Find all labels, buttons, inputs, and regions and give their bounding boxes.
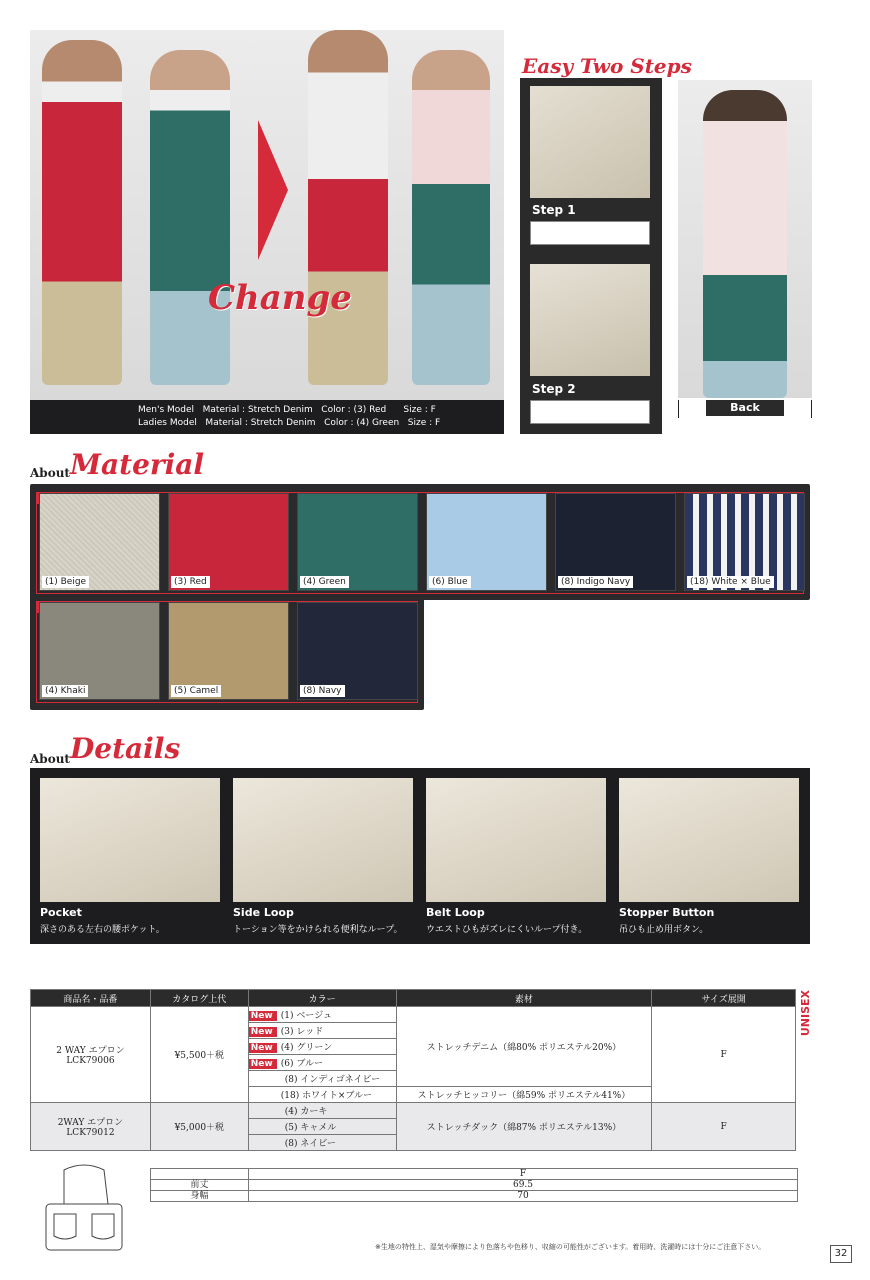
- swatch-label: (8) Indigo Navy: [558, 576, 633, 588]
- swatch-lck79006-3: [297, 493, 418, 591]
- detail-desc: 深さのある左右の腰ポケット。: [40, 925, 165, 935]
- spec-row2-price: ¥5,000＋税: [150, 1103, 248, 1151]
- detail-desc: 吊ひも止め用ボタン。: [619, 925, 709, 935]
- step1-image: [530, 86, 650, 198]
- color-name: ベージュ: [296, 1011, 333, 1021]
- arrow-right-icon: [258, 120, 288, 260]
- product-code-2: LCK79012: [66, 1128, 115, 1138]
- spec-row1-material-b: ストレッチヒッコリー（綿59% ポリエステル41%）: [396, 1087, 652, 1103]
- color-row: [248, 1039, 396, 1055]
- spec-header-color: カラー: [248, 990, 396, 1007]
- page-number: 32: [830, 1245, 852, 1263]
- hero-photo: [30, 30, 504, 400]
- color-name: カーキ: [300, 1107, 328, 1117]
- change-title: Change: [208, 278, 352, 318]
- swatch-lck79006-6: [684, 493, 805, 591]
- swatch-lck79006-2: [168, 493, 289, 591]
- back-photo: [678, 80, 812, 398]
- swatch-label: (3) Red: [171, 576, 210, 588]
- detail-image-3: [426, 778, 606, 902]
- swatch-label: (6) Blue: [429, 576, 471, 588]
- measure-blank: [151, 1169, 249, 1180]
- color-row: [248, 1023, 396, 1039]
- apron-diagram-icon: [34, 1164, 134, 1254]
- model-woman-green-apron: [150, 50, 230, 385]
- spec-row1-price: ¥5,500＋税: [150, 1007, 248, 1103]
- caption-men: Men's Model Material : Stretch Denim Color : (3) Red Size : F: [138, 405, 436, 415]
- steps-panel: [520, 78, 662, 434]
- color-num: (8): [284, 1139, 298, 1149]
- color-num: (3): [280, 1027, 294, 1037]
- spec-row1-name: [31, 1007, 151, 1103]
- model-caption: [30, 400, 504, 434]
- measure-label: 身幅: [151, 1191, 249, 1202]
- swatch-lck79006-5: [555, 493, 676, 591]
- color-name: グリーン: [296, 1043, 333, 1053]
- spec-row2-size: F: [652, 1103, 796, 1151]
- color-row: [248, 1135, 396, 1151]
- details-heading: [30, 732, 810, 768]
- measure-table: [150, 1168, 798, 1202]
- spec-header-size: サイズ展開: [652, 990, 796, 1007]
- swatch-label: (8) Navy: [300, 685, 345, 697]
- detail-image-4: [619, 778, 799, 902]
- new-badge: New: [249, 1027, 277, 1037]
- swatch-label: (4) Green: [300, 576, 349, 588]
- spec-table: [30, 989, 796, 1151]
- spec-row1-size: F: [652, 1007, 796, 1103]
- color-row: [248, 1119, 396, 1135]
- new-badge: New: [249, 1011, 277, 1021]
- measure-value: 69.5: [249, 1180, 798, 1191]
- swatch-label: (18) White × Blue: [687, 576, 774, 588]
- color-row: [248, 1071, 396, 1087]
- footer-note: ※生地の特性上、湿気や摩擦により色落ちや色移り、収縮の可能性がございます。着用時、洗濯時には十分にご注意下さい。: [375, 1243, 766, 1251]
- color-num: (4): [284, 1107, 298, 1117]
- model-man-waist-apron: [308, 30, 388, 385]
- detail-desc: ウエストひもがズレにくいループ付き。: [426, 925, 588, 935]
- swatch-lck79012-1: [39, 602, 160, 700]
- color-num: (1): [280, 1011, 294, 1021]
- new-badge: New: [249, 1043, 277, 1053]
- swatch-label: (4) Khaki: [42, 685, 88, 697]
- detail-desc: トーション等をかけられる便利なループ。: [233, 925, 403, 935]
- detail-title: Belt Loop: [426, 906, 485, 919]
- step2-image: [530, 264, 650, 376]
- model-back-view: [703, 90, 787, 398]
- spec-row2-name: [31, 1103, 151, 1151]
- product-name-2: 2WAY エプロン: [57, 1118, 124, 1128]
- color-row: [248, 1055, 396, 1071]
- spec-row1-material-a: ストレッチデニム（綿80% ポリエステル20%）: [396, 1007, 652, 1087]
- color-num: (8): [284, 1075, 298, 1085]
- material-title: Material: [70, 448, 205, 481]
- color-row: [248, 1103, 396, 1119]
- detail-title: Side Loop: [233, 906, 294, 919]
- color-name: インディゴネイビー: [300, 1075, 381, 1085]
- swatch-label: (5) Camel: [171, 685, 221, 697]
- steps-title: Easy Two Steps: [522, 54, 692, 78]
- color-num: (6): [280, 1059, 294, 1069]
- color-name: ネイビー: [300, 1139, 336, 1149]
- spec-header-price: カタログ上代: [150, 990, 248, 1007]
- swatch-lck79012-2: [168, 602, 289, 700]
- spec-header-name: 商品名・品番: [31, 990, 151, 1007]
- unisex-label: [800, 990, 814, 1036]
- color-name: ホワイト×ブルー: [302, 1091, 373, 1101]
- swatch-lck79006-4: [426, 493, 547, 591]
- spec-row2-material: ストレッチダック（綿87% ポリエステル13%）: [396, 1103, 652, 1151]
- step2-label: Step 2: [532, 382, 576, 396]
- color-row: [248, 1087, 396, 1103]
- spec-header-row: [31, 990, 796, 1007]
- detail-image-2: [233, 778, 413, 902]
- color-num: (5): [284, 1123, 298, 1133]
- product-name-1: 2 WAY エプロン: [56, 1046, 125, 1056]
- color-row: [248, 1007, 396, 1023]
- new-badge: New: [249, 1059, 277, 1069]
- color-num: (18): [280, 1091, 300, 1101]
- back-text: Back: [706, 400, 784, 416]
- step1-blank: [530, 221, 650, 245]
- swatch-lck79006-1: [39, 493, 160, 591]
- measure-label: 前丈: [151, 1180, 249, 1191]
- back-label: [678, 400, 812, 418]
- material-heading: [30, 448, 810, 482]
- product-code-1: LCK79006: [66, 1056, 115, 1066]
- color-name: ブルー: [296, 1059, 324, 1069]
- material-about: About: [30, 466, 70, 480]
- unisex-text: UNISEX: [799, 990, 812, 1037]
- measure-value: 70: [249, 1191, 798, 1202]
- details-title: Details: [70, 732, 181, 765]
- swatch-lck79012-3: [297, 602, 418, 700]
- model-woman-waist-apron: [412, 50, 490, 385]
- measure-size: F: [249, 1169, 798, 1180]
- swatch-label: (1) Beige: [42, 576, 89, 588]
- detail-title: Stopper Button: [619, 906, 715, 919]
- color-name: キャメル: [300, 1123, 337, 1133]
- detail-title: Pocket: [40, 906, 82, 919]
- caption-ladies: Ladies Model Material : Stretch Denim Color : (4) Green Size : F: [138, 418, 441, 428]
- detail-image-1: [40, 778, 220, 902]
- step2-blank: [530, 400, 650, 424]
- step1-label: Step 1: [532, 203, 576, 217]
- spec-header-material: 素材: [396, 990, 652, 1007]
- details-about: About: [30, 752, 70, 766]
- color-num: (4): [280, 1043, 294, 1053]
- model-man-red-apron: [42, 40, 122, 385]
- color-name: レッド: [296, 1027, 324, 1037]
